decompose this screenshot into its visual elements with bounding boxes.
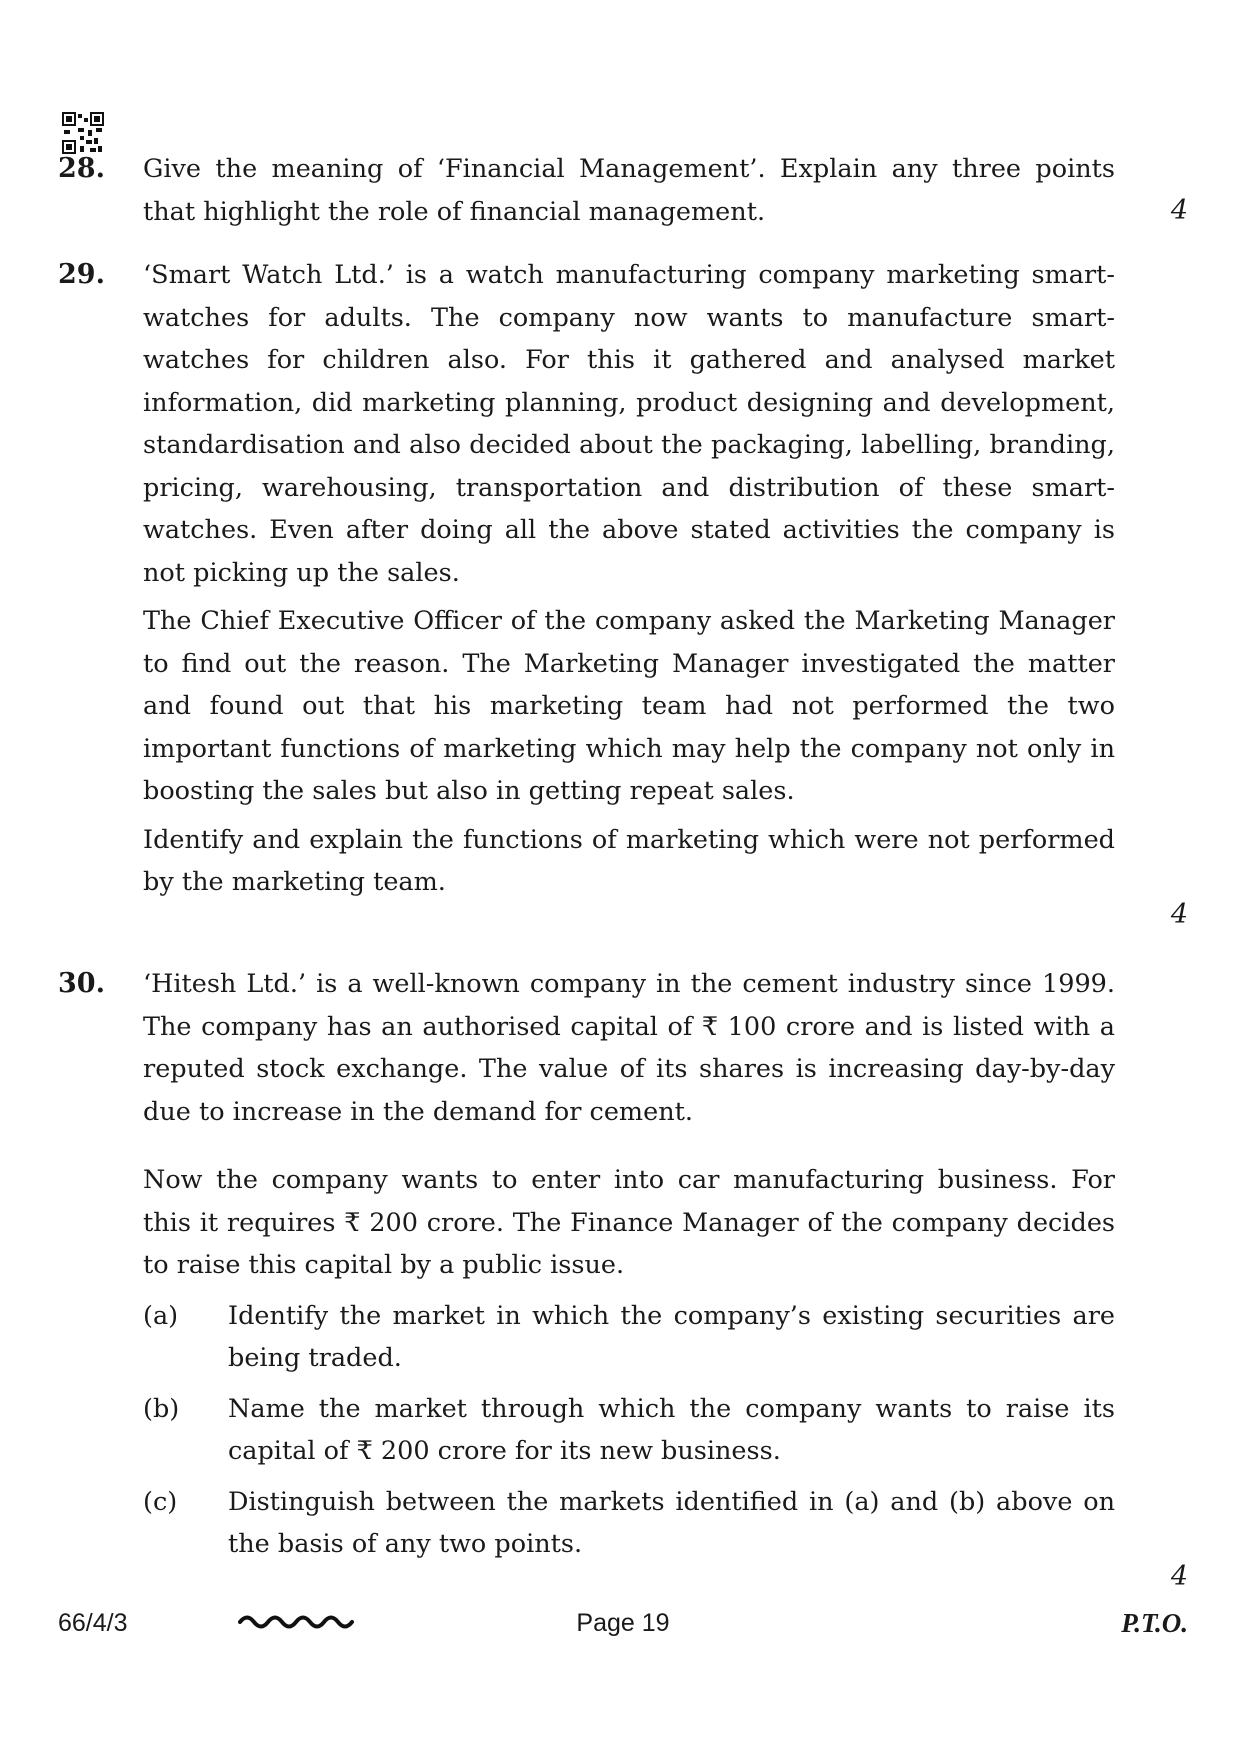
question-number: 30. (58, 968, 105, 999)
question-text: ‘Smart Watch Ltd.’ is a watch manufacturing company marketing smart-watches for adults. The company now wants to manufacture smart-watches for children also. For this it gathered and analysed market information, did marketing planning, product designing and development, standardisation and also decided about the packaging, labelling, branding, pricing, warehousing, transportation and distribution of these smart-watches. Even after doing all the above stated activities the company is not picking up the sales. (143, 260, 1115, 588)
question-body (143, 254, 1115, 904)
subpart-b (143, 1388, 1115, 1473)
question-text: The Chief Executive Officer of the company asked the Marketing Manager to find out the reason. The Marketing Manager investigated the matter and found out that his marketing team had not performed the two important functions of marketing which may help the company not only in boosting the sales but also in getting repeat sales. (143, 606, 1115, 806)
subpart-text: Name the market through which the company wants to raise its capital of ₹ 200 crore for its new business. (228, 1393, 1115, 1466)
marks: 4 (1170, 195, 1188, 226)
question-body (143, 148, 1115, 233)
question-number: 28. (58, 153, 105, 184)
subpart-text: Distinguish between the markets identified in (a) and (b) above on the basis of any two points. (228, 1486, 1115, 1559)
subpart-label: (a) (143, 1300, 179, 1331)
question-text: Identify and explain the functions of marketing which were not performed by the marketing team. (143, 824, 1115, 897)
question-29 (58, 254, 1188, 930)
subpart-c (143, 1481, 1115, 1566)
subpart-label: (b) (143, 1393, 180, 1424)
question-text: Give the meaning of ‘Financial Management’. Explain any three points that highlight the role of financial management. (143, 154, 1115, 227)
subpart-a (143, 1295, 1115, 1380)
question-number: 29. (58, 259, 105, 290)
page-number: Page 19 (576, 1609, 670, 1637)
paper-code: 66/4/3 (58, 1609, 128, 1637)
pto-label: P.T.O. (1121, 1608, 1188, 1638)
question-text: Now the company wants to enter into car manufacturing business. For this it requires ₹ 200 crore. The Finance Manager of the company decides to raise this capital by a public issue. (143, 1165, 1115, 1280)
subpart-text: Identify the market in which the company’s existing securities are being traded. (228, 1300, 1115, 1373)
question-body (143, 963, 1115, 1566)
marks: 4 (1170, 899, 1188, 930)
subpart-label: (c) (143, 1486, 178, 1517)
marks: 4 (1170, 1561, 1188, 1592)
question-text: ‘Hitesh Ltd.’ is a well-known company in the cement industry since 1999. The company has an authorised capital of ₹ 100 crore and is listed with a reputed stock exchange. The value of its shares is increasing day-by-day due to increase in the demand for cement. (143, 969, 1115, 1127)
question-30 (58, 963, 1188, 1592)
page-footer (58, 1603, 1188, 1643)
question-28 (58, 148, 1188, 239)
